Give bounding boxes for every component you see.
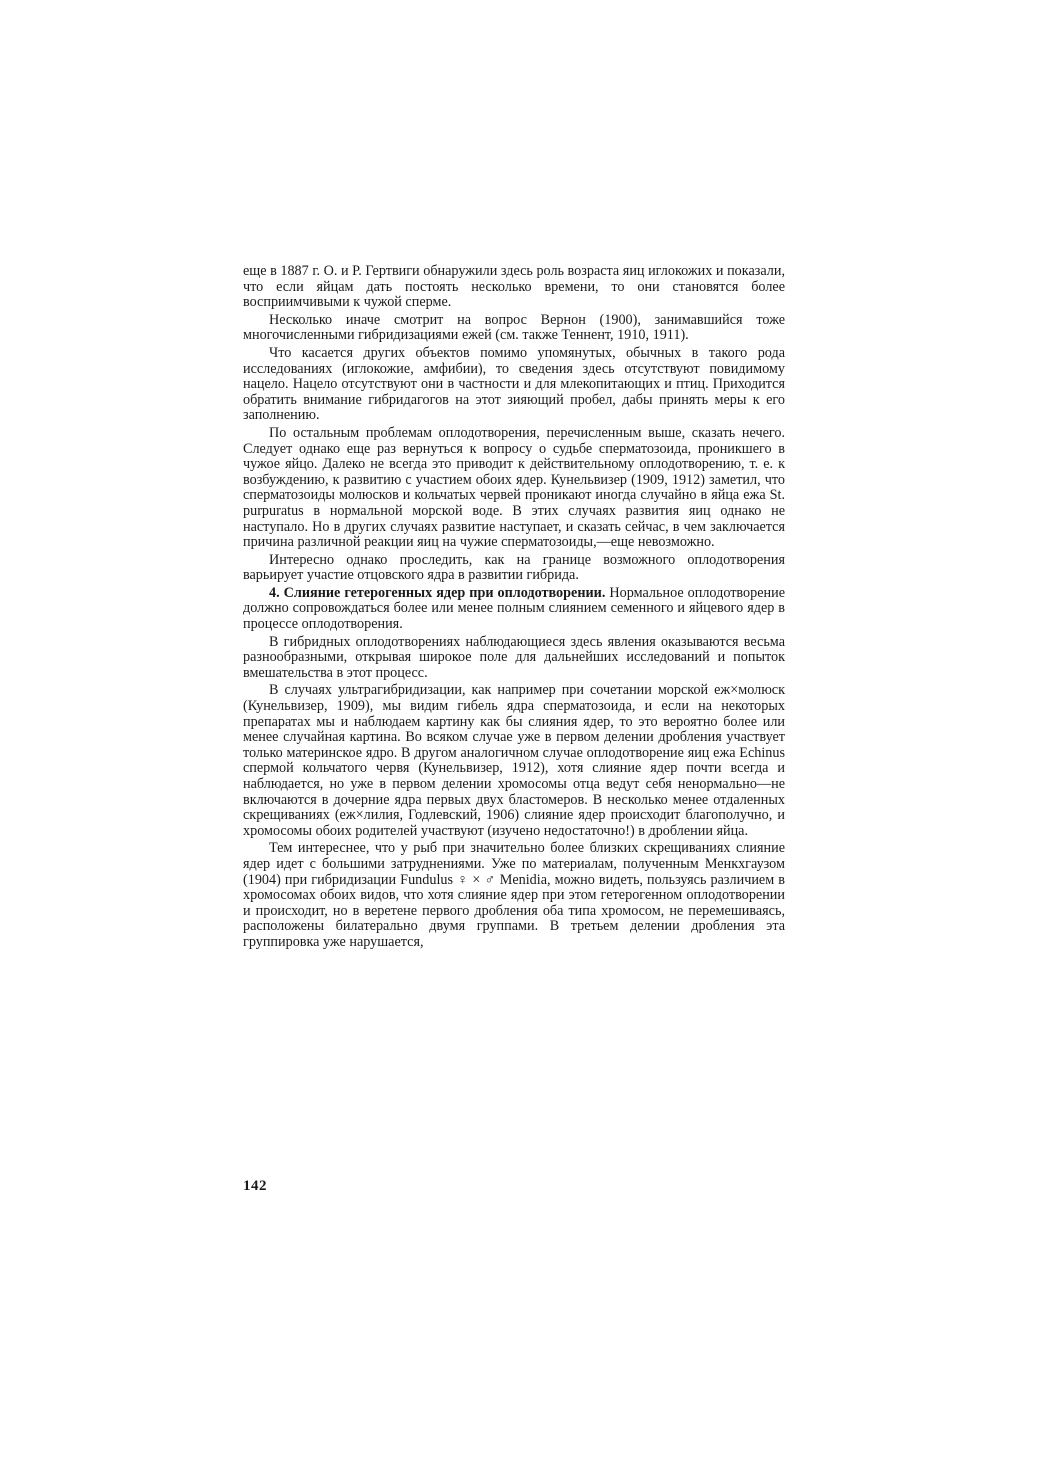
body-text [243, 264, 785, 953]
paragraph-3: Что касается других объектов помимо упомянутых, обычных в такого рода исследованиях (иглокожие, амфибии), то сведения здесь отсутствуют повидимому нацело. Нацело отсутствуют они в частности и для млекопитающих и птиц. Приходится обратить внимание гибридагогов на этот зияющий пробел, дабы принять меры к его заполнению. [243, 344, 785, 424]
paragraph-1: еще в 1887 г. О. и Р. Гертвиги обнаружили здесь роль возраста яиц иглокожих и показали, что если яйцам дать постоять несколько времени, то они становятся более восприимчивыми к чужой сперме. [243, 263, 785, 311]
section-heading: 4. Слияние гетерогенных ядер при оплодотворении. [269, 584, 606, 601]
paragraph-6-text: Нормальное оплодотворение должно сопровождаться более или менее полным слиянием семенного и яйцевого ядер в процессе оплодотворения. [243, 584, 785, 633]
paragraph-9: Тем интереснее, что у рыб при значительно более близких скрещиваниях слияние ядер идет с большими затруднениями. Уже по материалам, полученным Менкхгаузом (1904) при гибридизации Fundulus ♀ × ♂ Menidia, можно видеть, пользуясь различием в хромосомах обоих видов, что хотя слияние ядер при этом гетерогенном оплодотворении и происходит, но в веретене первого дробления оба типа хромосом, не перемешиваясь, расположены билатерально двумя группами. В третьем делении дробления эта группировка уже нарушается, [243, 840, 785, 950]
paragraph-8: В случаях ультрагибридизации, как например при сочетании морской еж×молюск (Кунельвизер, 1909), мы видим гибель ядра сперматозоида, и если на некоторых препаратах мы и наблюдаем картину как бы слияния ядер, то это вероятно более или менее случайная картина. Во всяком случае уже в первом делении дробления участвует только материнское ядро. В другом аналогичном случае оплодотворение яиц ежа Echinus спермой кольчатого червя (Кунельвизер, 1912), хотя слияние ядер почти всегда и наблюдается, но уже в первом делении хромосомы отца ведут себя ненормально—не включаются в дочерние ядра первых двух бластомеров. В несколько менее отдаленных скрещиваниях (еж×лилия, Годлевский, 1906) слияние ядер происходит благополучно, и хромосомы обоих родителей участвуют (изучено недостаточно!) в дроблении яйца. [243, 682, 785, 839]
paragraph-6 [243, 586, 785, 633]
page-number: 142 [243, 1178, 267, 1194]
paragraph-5: Интересно однако проследить, как на границе возможного оплодотворения варьирует участие отцовского ядра в развитии гибрида. [243, 551, 785, 584]
paragraph-2: Несколько иначе смотрит на вопрос Вернон (1900), занимавшийся тоже многочисленными гибридизациями ежей (см. также Теннент, 1910, 1911). [243, 311, 785, 344]
paragraph-4: По остальным проблемам оплодотворения, перечисленным выше, сказать нечего. Следует однако еще раз вернуться к вопросу о судьбе сперматозоида, проникшего в чужое яйцо. Далеко не всегда это приводит к действительному оплодотворению, т. е. к возбуждению, к развитию с участием обоих ядер. Кунельвизер (1909, 1912) заметил, что сперматозоиды молюсков и кольчатых червей проникают иногда случайно в яйца ежа St. purpuratus в нормальной морской воде. В этих случаях развития яиц однако не наступало. Но в других случаях развитие наступает, и сказать сейчас, в чем заключается причина различной реакции яиц на чужие сперматозоиды,—еще невозможно. [243, 424, 785, 551]
paragraph-7: В гибридных оплодотворениях наблюдающиеся здесь явления оказываются весьма разнообразными, открывая широкое поле для дальнейших исследований и попыток вмешательства в этот процесс. [243, 633, 785, 681]
